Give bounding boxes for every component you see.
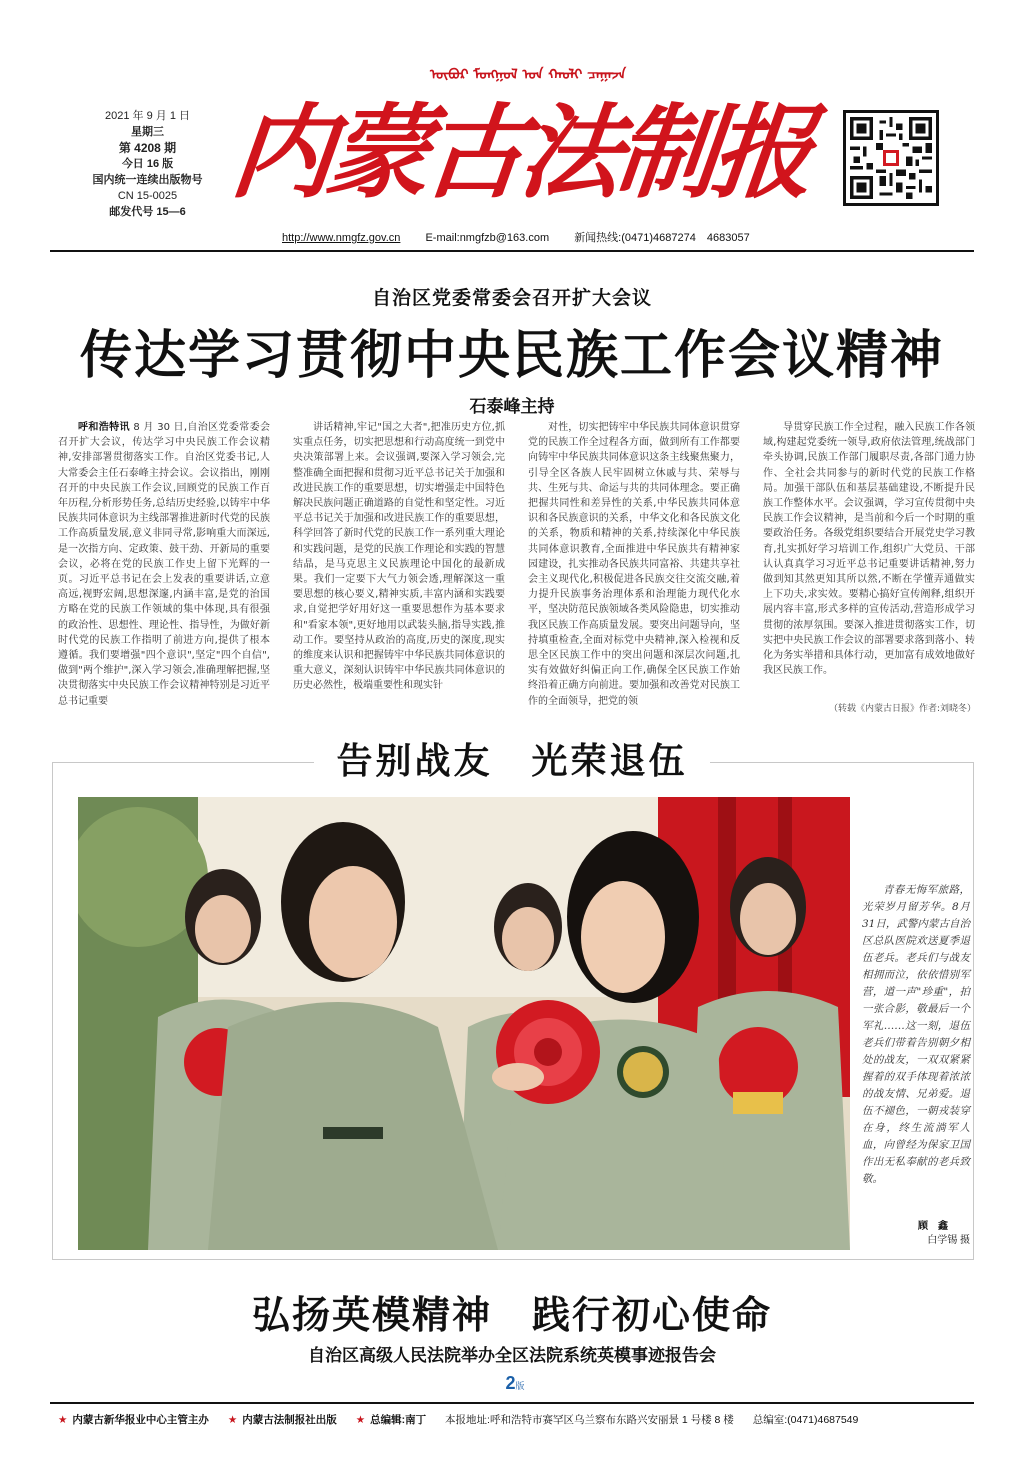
qr-code-icon[interactable] <box>843 110 939 206</box>
photo-title-text: 告别战友 光荣退伍 <box>314 740 709 782</box>
article-credit: （转载《内蒙古日报》作者:刘晓冬） <box>828 704 976 714</box>
publisher-sponsor: 内蒙古新华报业中心主管主办 <box>72 1414 209 1426</box>
masthead <box>0 0 1024 250</box>
lead-subhead: 石泰峰主持 <box>469 397 555 416</box>
photo-byline <box>870 1220 970 1248</box>
teaser-subhead: 自治区高级人民法院举办全区法院系统英模事迹报告会 <box>308 1346 716 1365</box>
lead-article <box>58 420 976 720</box>
date: 2021 年 9 月 1 日 <box>105 110 190 122</box>
column-text: 对性，切实把铸牢中华民族共同体意识贯穿党的民族工作全过程各方面，做到所有工作都要向铸牢中华民族共同体意识这条主线聚焦聚力，引导全区各族人民牢固树立休戚与共、荣辱与共、生死与共、命运与共的共同体理念。要正确把握共同性和差异性的关系,中华民族共同体意识和各民族意识的关系，中华文化和各民族文化的关系，物质和精神的关系,持续深化中华民族共同体意识教育,全面推进中华民族共有精神家园建设，扎实推动各民族共同富裕、共建共享社会主义现代化,积极促进各民族交往交流交融,着力提升民族事务治理体系和治理能力现代化水平，坚决防范民族领域各类风险隐患，切实推动我区民族工作高质量发展。要突出问题导向，坚持填重检查,全面对标党中央精神,深入检视和反思全区民族工作中的突出问题和深层次问题,扎实有效做好纠偏正向工作,确保全区民族工作始终沿着正确方向前进。要加强和改善党对民族工作的全面领导，把党的领 <box>528 422 740 707</box>
postal-code: 邮发代号 15—6 <box>109 206 186 218</box>
star-icon: ★ <box>355 1414 366 1426</box>
address: 本报地址:呼和浩特市赛罕区乌兰察布东路兴安丽景 1 号楼 8 楼 <box>445 1414 734 1426</box>
article-column-1 <box>58 420 270 720</box>
page-number: 2 <box>505 1373 516 1393</box>
lead-kicker: 自治区党委常委会召开扩大会议 <box>371 288 652 309</box>
column-text: 讲话精神,牢记"国之大者",把准历史方位,抓实重点任务，切实把思想和行动高度统一到党中央决策部署上来。会议强调,要深入学习领会,完整准确全面把握和贯彻习近平总书记关于加强和改进民族工作的重要思想，切实增强走中国特色解决民族问题正确道路的自觉性和坚定性。习近平总书记关于加强和改进民族工作的重要思想，科学回答了新时代党的民族工作一系列重大理论和实践问题，是党的民族工作理论和实践的智慧结晶，是马克思主义民族理论中国化的最新成果。我们一定要下大气力领会透,理解深这一重要思想的核心要义,精神实质,丰富内涵和实践要求,自觉把学好用好这一重要思想作为基本要求和"看家本领",更好地用以武装头脑,指导实践,推动工作。要坚持从政治的高度,历史的深度,现实的维度来认识和把握铸牢中华民族共同体意识的重大意义，深刻认识铸牢中华民族共同体意识的历史必然性，极端重要性和现实针 <box>293 422 505 692</box>
publisher: 内蒙古法制报社出版 <box>242 1414 337 1426</box>
office-phone: 总编室:(0471)4687549 <box>752 1414 859 1426</box>
hotline: 新闻热线:(0471)4687274 4683057 <box>574 232 750 244</box>
cn-number: CN 15-0025 <box>117 190 178 202</box>
caption-text: 青春无悔军旅路，光荣岁月留芳华。8月31日，武警内蒙古自治区总队医院欢送夏季退伍老兵。老兵们与战友相拥而泣，依依惜别军营，道一声"珍重"，拍一张合影，敬最后一个军礼……这一刻，退伍老兵们带着告别朝夕相处的战友，一双双紧紧握着的双手体现着浓浓的战友情、兄弟爱。退伍不褪色，一朝戎装穿在身，终生流淌军人血，向曾经为保家卫国作出无私奉献的老兵致敬。 <box>862 884 970 1185</box>
footer-divider <box>50 1402 974 1404</box>
page-suffix: 版 <box>515 1381 525 1391</box>
page-reference[interactable] <box>490 1373 540 1394</box>
weekday: 星期三 <box>131 126 164 138</box>
author: 顾 鑫 <box>918 1221 948 1232</box>
masthead-divider <box>50 250 974 252</box>
star-icon: ★ <box>227 1414 238 1426</box>
article-column-4 <box>763 420 975 720</box>
star-icon: ★ <box>58 1414 68 1426</box>
serial-label: 国内统一连续出版物号 <box>92 174 203 186</box>
contact-line <box>282 229 772 245</box>
photographer: 白学锡 摄 <box>927 1235 970 1246</box>
newspaper-logo: 内蒙古法制报 <box>225 93 815 213</box>
email-link[interactable]: E-mail:nmgfzb@163.com <box>425 232 550 244</box>
column-text: 导贯穿民族工作全过程，融入民族工作各领域,构建起党委统一领导,政府依法管理,统战部门牵头协调,民族工作部门履职尽责,各部门通力协作、全社会共同参与的新时代党的民族工作格局。加强干部队伍和基层基础建设,不断提升民族工作整体水平。会议强调，学习宣传贯彻中央民族工作会议精神，是当前和今后一个时期的重要政治任务。各级党组织要结合开展党史学习教育,扎实抓好学习培训工作,组织广大党员、干部认认真真学习习近平总书记重要讲话精神,努力做到知其然更知其所以然,不断在学懂弄通做实上下功夫,求实效。要精心搞好宣传阐释,组织开展内容丰富,形式多样的宣传活动,营造形成学习贯彻的浓厚氛围。要深入推进贯彻落实工作，切实把中央民族工作会议的部署要求落到落小、转化为务实举措和具体行动，更加富有成效地做好我区民族工作。 <box>763 422 975 677</box>
photo-caption <box>862 882 970 1188</box>
issue-info <box>80 108 215 220</box>
column-text: 8 月 30 日,自治区党委常委会召开扩大会议，传达学习中央民族工作会议精神,安排部署贯彻落实工作。自治区党委书记,人大常委会主任石泰峰主持会议。会议指出，刚刚召开的中央民族工作会议,回顾党的民族工作百年历程,分析形势任务,总结历史经验,以铸牢中华民族共同体意识为主线部署推进新时代党的民族工作高质量发展,意义非同寻常,影响重大而深远,是一次指方向、定政策、鼓干劲、开新局的重要会议，必将在党的民族工作史上留下光辉的一页。习近平总书记在会上发表的重要讲话,立意高远,视野宏阔,思想深邃,内涵丰富,是党的治国方略在党的民族工作领域的集中体现,具有很强的政治性、思想性、理论性、指导性，为做好新时代党的民族工作指明了前进方向,提供了根本遵循。我们要增强"四个意识",坚定"四个自信",做到"两个维护",深入学习领会,准确理解把握,坚决贯彻落实中央民族工作会议精神特别是习近平总书记重要 <box>58 422 270 707</box>
website-link[interactable]: http://www.nmgfz.gov.cn <box>282 232 401 244</box>
article-column-3 <box>528 420 740 720</box>
footer <box>58 1412 976 1427</box>
lead-headline[interactable]: 传达学习贯彻中央民族工作会议精神 <box>79 325 944 386</box>
article-column-2 <box>293 420 505 720</box>
veterans-photo[interactable] <box>78 797 850 1250</box>
teaser-headline[interactable]: 弘扬英模精神 践行初心使命 <box>251 1292 772 1337</box>
mongolian-title: ᠦᠪᠦᠷ ᠮᠣᠩᠭᠣᠯ ᠤᠨ ᠬᠠᠤᠯᠢ ᠴᠠᠭᠠᠵᠠ <box>430 67 627 83</box>
page-count: 今日 16 版 <box>121 158 174 170</box>
photo-story-title <box>0 733 1024 784</box>
dateline: 呼和浩特讯 <box>78 422 130 433</box>
issue-number: 第 4208 期 <box>118 141 177 155</box>
editor-in-chief: 总编辑:南丁 <box>370 1414 427 1426</box>
